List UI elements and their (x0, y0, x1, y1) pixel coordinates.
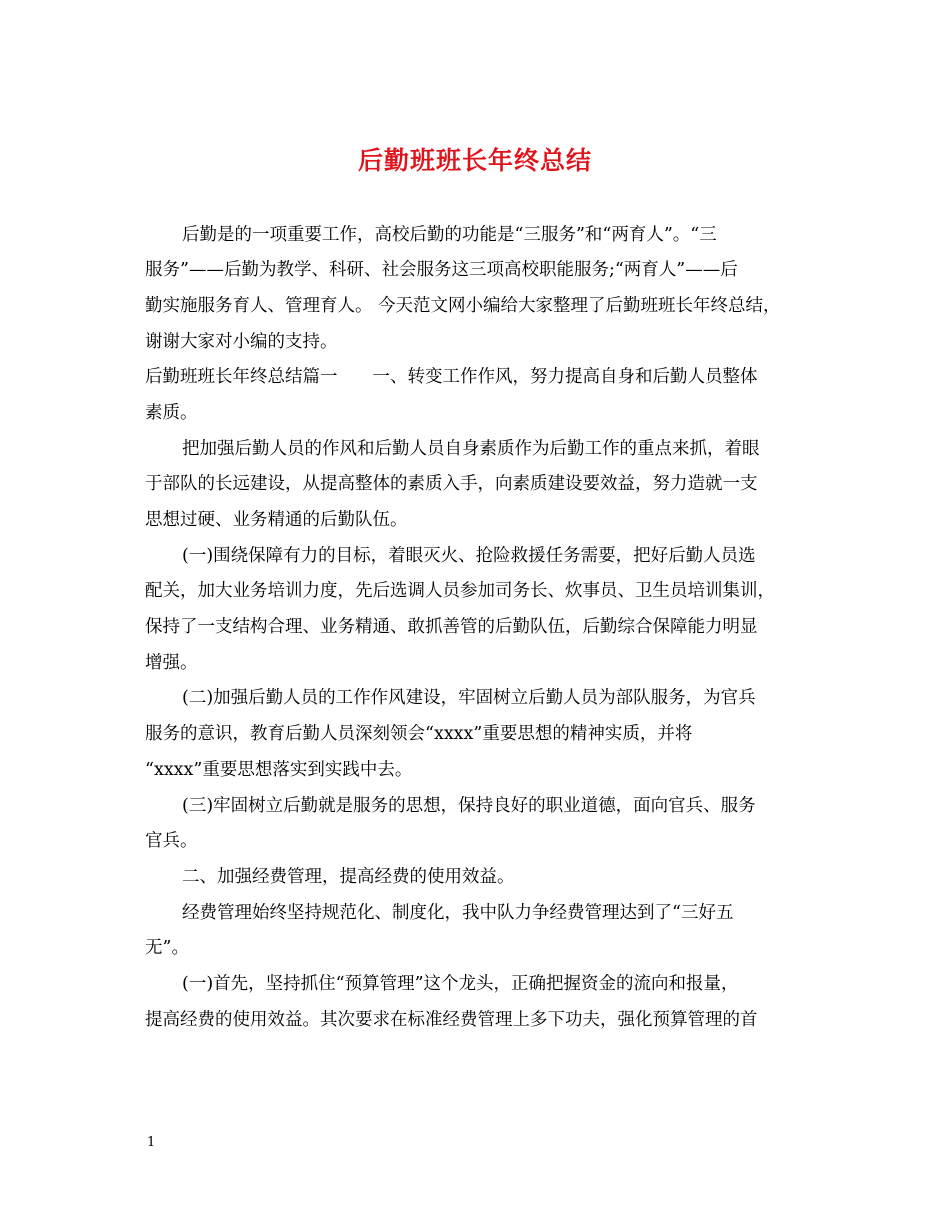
body-line: 把加强后勤人员的作风和后勤人员自身素质作为后勤工作的重点来抓，着眼 (182, 439, 760, 459)
body-line: 素质。 (145, 403, 198, 423)
body-line: (一)首先，坚持抓住“预算管理”这个龙头，正确把握资金的流向和报量， (182, 974, 739, 994)
body-line: 思想过硬、业务精通的后勤队伍。 (145, 510, 408, 530)
body-line: (二)加强后勤人员的工作作风建设，牢固树立后勤人员为部队服务，为官兵 (182, 688, 756, 708)
body-line: (一)围绕保障有力的目标，着眼灭火、抢险救援任务需要，把好后勤人员选 (182, 546, 756, 566)
body-line: (三)牢固树立后勤就是服务的思想，保持良好的职业道德，面向官兵、服务 (182, 796, 756, 816)
body-line: 后勤是的一项重要工作，高校后勤的功能是“三服务”和“两育人”。“三 (182, 225, 717, 245)
body-line: 提高经费的使用效益。其次要求在标准经费管理上多下功夫，强化预算管理的首 (145, 1010, 758, 1030)
section-heading-line: 后勤班班长年终总结篇一 一、转变工作作风，努力提高自身和后勤人员整体 (145, 367, 758, 387)
body-line: 服务”——后勤为教学、科研、社会服务这三项高校职能服务;“两育人”——后 (145, 260, 738, 280)
page-number: 1 (147, 1135, 156, 1150)
body-line: 配关，加大业务培训力度，先后选调人员参加司务长、炊事员、卫生员培训集训， (145, 581, 775, 601)
body-line: 保持了一支结构合理、业务精通、敢抓善管的后勤队伍，后勤综合保障能力明显 (145, 617, 758, 637)
body-line: 无”。 (145, 938, 189, 958)
body-line: 服务的意识，教育后勤人员深刻领会“xxxx”重要思想的精神实质，并将 (145, 724, 693, 744)
body-line: 增强。 (145, 653, 198, 673)
document-title: 后勤班班长年终总结 (357, 146, 592, 175)
body-line: 谢谢大家对小编的支持。 (145, 332, 338, 352)
body-line: 官兵。 (145, 831, 198, 851)
body-line: 经费管理始终坚持规范化、制度化，我中队力争经费管理达到了“三好五 (182, 903, 734, 923)
body-line: “xxxx”重要思想落实到实践中去。 (145, 760, 413, 780)
body-line: 于部队的长远建设，从提高整体的素质入手，向素质建设要效益，努力造就一支 (145, 474, 758, 494)
section-heading-line: 二、加强经费管理，提高经费的使用效益。 (182, 867, 515, 887)
body-line: 勤实施服务育人、管理育人。 今天范文网小编给大家整理了后勤班班长年终总结， (145, 296, 781, 316)
